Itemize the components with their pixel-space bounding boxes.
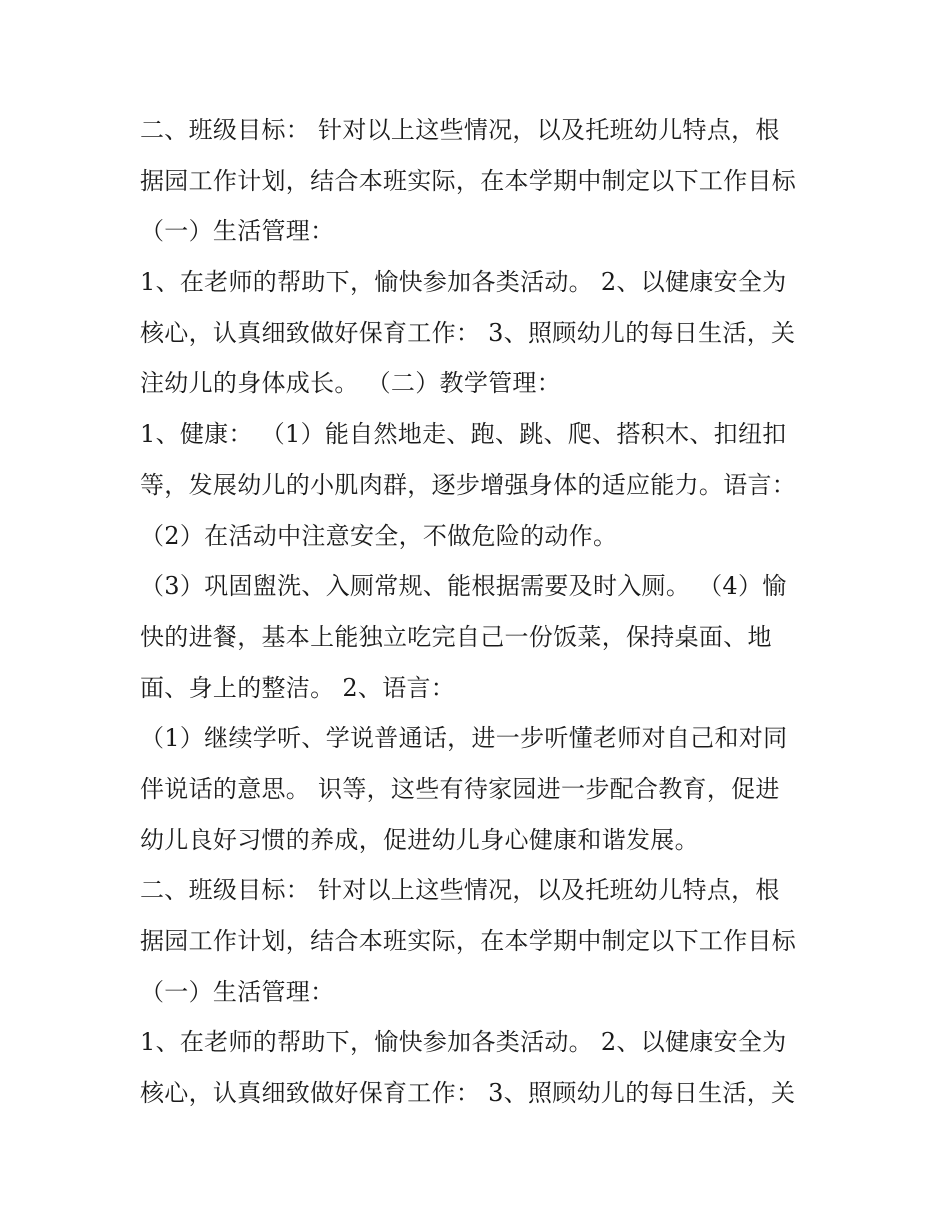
text-line: 据园工作计划，结合本班实际，在本学期中制定以下工作目标 [140,927,797,955]
text-line: 伴说话的意思。 识等，这些有待家园进一步配合教育，促进 [140,774,780,803]
text-line: 等，发展幼儿的小肌肉群，逐步增强身体的适应能力。语言： [140,470,797,499]
text-line: （一）生活管理： [140,977,335,1006]
text-line: 幼儿良好习惯的养成，促进幼儿身心健康和谐发展。 [140,825,699,854]
text-line: （3）巩固盥洗、入厕常规、能根据需要及时入厕。 （4）愉 [140,572,787,601]
text-line: 1、在老师的帮助下，愉快参加各类活动。 2、以健康安全为 [140,1028,787,1057]
text-line: 面、身上的整洁。 2、语言： [140,673,456,702]
text-line: 1、在老师的帮助下，愉快参加各类活动。 2、以健康安全为 [140,268,787,297]
text-line: 核心，认真细致做好保育工作： 3、照顾幼儿的每日生活，关 [140,318,796,347]
text-line: 二、班级目标： 针对以上这些情况，以及托班幼儿特点，根 [140,876,780,905]
text-line: （2）在活动中注意安全，不做危险的动作。 [140,521,618,550]
document-body [140,105,830,1119]
text-line: 快的进餐，基本上能独立吃完自己一份饭菜，保持桌面、地 [140,622,772,651]
text-line: 核心，认真细致做好保育工作： 3、照顾幼儿的每日生活，关 [140,1079,796,1108]
text-line: （一）生活管理： [140,217,335,246]
text-line: 注幼儿的身体成长。 （二）教学管理： [140,369,562,398]
text-line: （1）继续学听、学说普通话，进一步听懂老师对自己和对同 [140,724,788,753]
text-line: 二、班级目标： 针对以上这些情况，以及托班幼儿特点，根 [140,116,780,144]
text-line: 1、健康： （1）能自然地走、跑、跳、爬、搭积木、扣纽扣 [140,420,787,449]
text-line: 据园工作计划，结合本班实际，在本学期中制定以下工作目标 [140,166,797,195]
